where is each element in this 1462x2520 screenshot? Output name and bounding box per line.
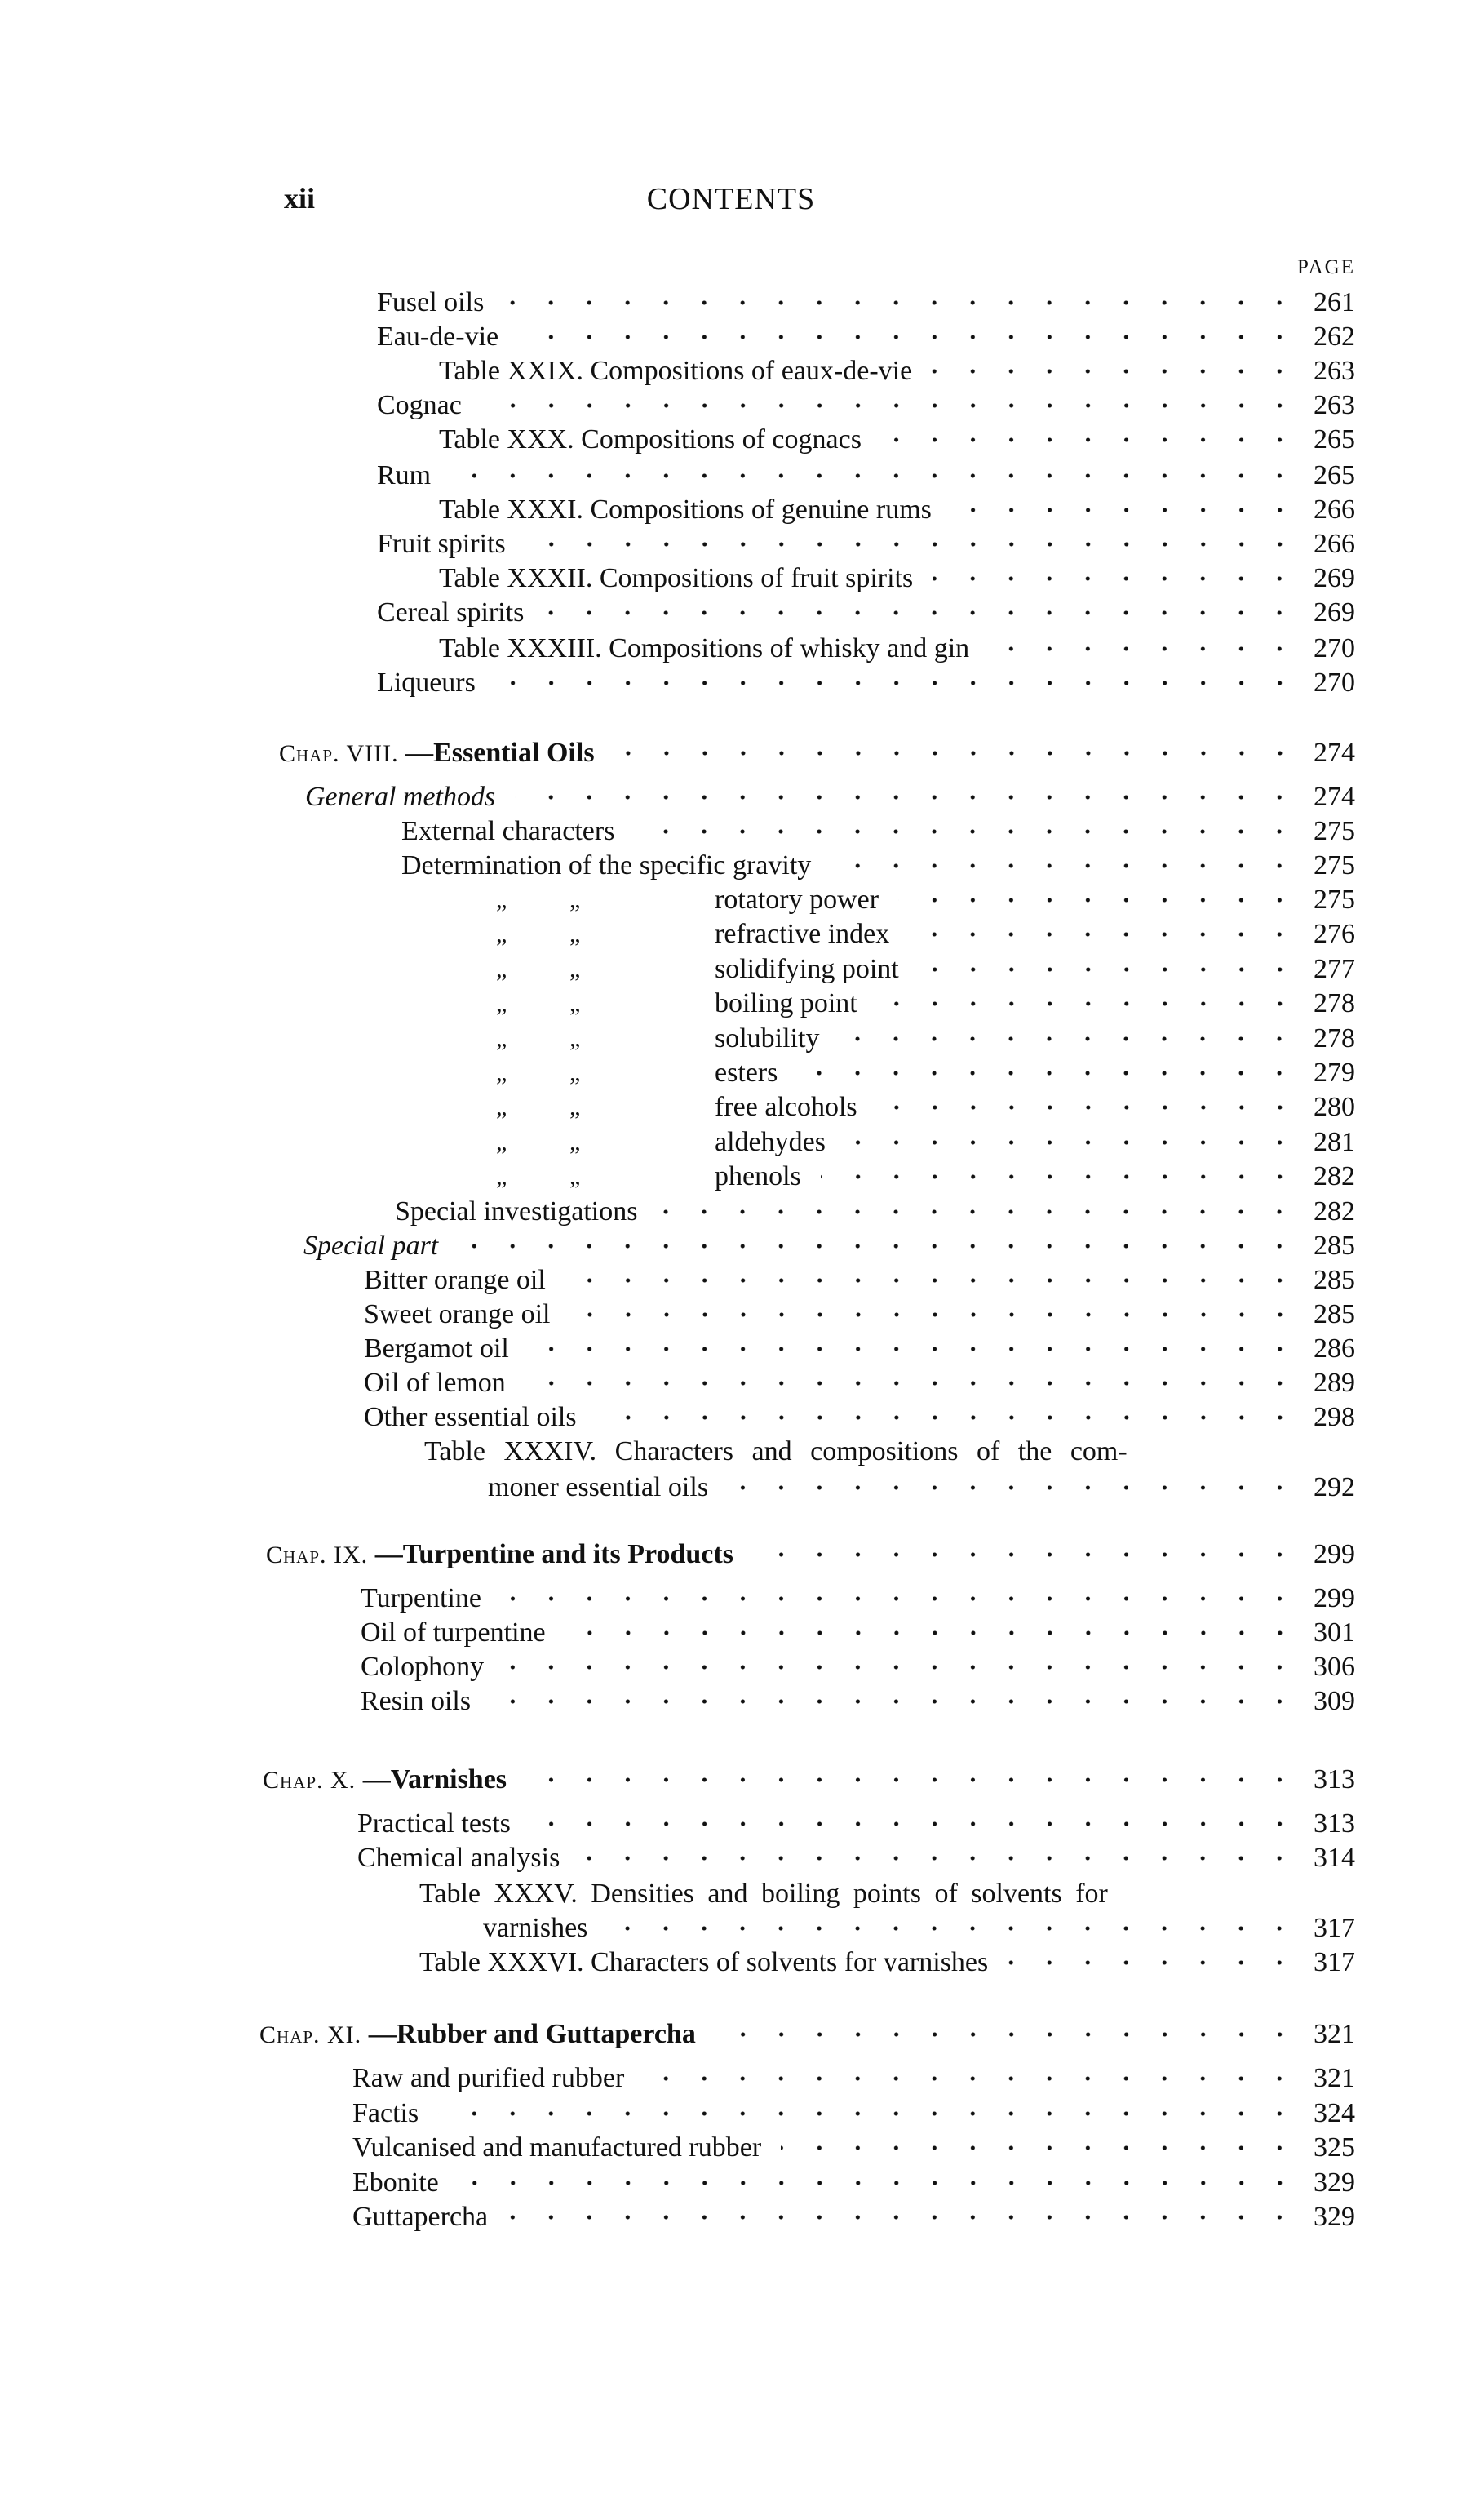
toc-entry-text: Turpentine xyxy=(361,1583,481,1613)
page-title: CONTENTS xyxy=(646,182,816,216)
toc-page-number: 313 xyxy=(1314,1764,1355,1795)
toc-entry-text: Table XXXI. Compositions of genuine rums xyxy=(439,495,932,525)
chapter-label: Chap. X. xyxy=(263,1767,357,1794)
toc-page-number: 314 xyxy=(1314,1843,1355,1873)
ditto-mark: „ xyxy=(496,990,507,1018)
toc-entry xyxy=(401,814,1371,849)
toc-entry xyxy=(377,320,1371,354)
toc-page-number: 324 xyxy=(1314,2097,1355,2128)
dot-leader xyxy=(989,632,1299,666)
dot-leader xyxy=(570,1298,1300,1332)
toc-page-number: 309 xyxy=(1314,1686,1355,1716)
toc-entry xyxy=(439,561,1371,596)
dot-leader xyxy=(565,1263,1299,1298)
toc-entry xyxy=(496,1090,1371,1125)
dot-leader xyxy=(503,286,1299,320)
toc-page-number: 278 xyxy=(1314,1023,1355,1054)
chapter-title: —Turpentine and its Products xyxy=(374,1539,733,1569)
toc-page-number: 298 xyxy=(1314,1402,1355,1432)
toc-entry-text: solidifying point xyxy=(715,953,899,984)
toc-page-number: 299 xyxy=(1314,1539,1355,1569)
ditto-mark: „ xyxy=(496,886,507,913)
toc-page-number: 261 xyxy=(1314,287,1355,317)
dot-leader xyxy=(525,527,1299,561)
toc-entry-text: Resin oils xyxy=(361,1686,472,1716)
toc-page-number: 329 xyxy=(1314,2167,1355,2198)
toc-entry xyxy=(377,527,1371,561)
toc-entry xyxy=(352,2131,1371,2165)
toc-entry xyxy=(496,1056,1371,1090)
dot-leader xyxy=(877,1090,1299,1125)
toc-entry xyxy=(439,423,1371,457)
toc-entry xyxy=(496,952,1371,987)
toc-entry-text: refractive index xyxy=(715,919,890,950)
toc-page-number: 325 xyxy=(1314,2132,1355,2163)
chapter-heading xyxy=(266,1537,1371,1572)
toc-page-number: 321 xyxy=(1314,2063,1355,2093)
toc-entry xyxy=(361,1582,1371,1616)
toc-page-number: 269 xyxy=(1314,563,1355,593)
toc-entry-text: Table XXXII. Compositions of fruit spirits xyxy=(439,563,914,593)
toc-entry-text: Factis xyxy=(352,2097,419,2128)
toc-entry xyxy=(364,1263,1371,1298)
toc-entry-text: Special part xyxy=(303,1231,439,1261)
ditto-mark: „ xyxy=(569,1094,581,1121)
toc-entry-text: Practical tests xyxy=(357,1808,511,1839)
page-number: xii xyxy=(284,182,316,215)
toc-entry-text: Special investigations xyxy=(395,1196,638,1227)
dot-leader xyxy=(657,1195,1299,1229)
toc-page-number: 279 xyxy=(1314,1058,1355,1088)
toc-entry xyxy=(439,632,1371,666)
toc-page-number: 263 xyxy=(1314,356,1355,386)
toc-entry-text: phenols xyxy=(715,1161,801,1192)
toc-page-number: 292 xyxy=(1314,1472,1355,1502)
chapter-heading xyxy=(263,1763,1371,1797)
toc-page-number: 266 xyxy=(1314,495,1355,525)
dot-leader xyxy=(525,1366,1299,1400)
toc-entry-text: Table XXXV. Densities and boiling points of solvents for xyxy=(419,1879,1108,1909)
toc-entry-text: Raw and purified rubber xyxy=(352,2063,625,2093)
toc-subsection xyxy=(303,1229,1371,1263)
ditto-mark: „ xyxy=(569,1024,581,1052)
toc-page-number: 276 xyxy=(1314,919,1355,950)
page-column-label: PAGE xyxy=(1297,256,1355,278)
toc-page-number: 317 xyxy=(1314,1947,1355,1977)
toc-entry-text xyxy=(259,2017,696,2052)
toc-entry-text: Fruit spirits xyxy=(377,529,506,559)
dot-leader xyxy=(507,2200,1299,2234)
toc-page-number: 281 xyxy=(1314,1126,1355,1157)
ditto-mark: „ xyxy=(569,921,581,948)
dot-leader xyxy=(715,2017,1299,2052)
toc-page-number: 286 xyxy=(1314,1333,1355,1364)
toc-entry xyxy=(364,1298,1371,1332)
toc-entry-text: Table XXXVI. Characters of solvents for varnishes xyxy=(419,1947,989,1977)
chapter-label: Chap. XI. xyxy=(259,2021,362,2048)
toc-entry-text: Cognac xyxy=(377,390,462,420)
dot-leader xyxy=(438,2096,1299,2131)
dot-leader xyxy=(932,354,1299,388)
toc-entry-continued xyxy=(483,1911,1371,1945)
toc-entry-text: boiling point xyxy=(715,988,857,1019)
toc-entry-text: Cereal spirits xyxy=(377,597,525,628)
toc-entry xyxy=(352,2200,1371,2234)
toc-entry xyxy=(496,883,1371,917)
toc-page-number: 285 xyxy=(1314,1231,1355,1261)
toc-entry-text: rotatory power xyxy=(715,885,879,915)
dot-leader xyxy=(933,561,1299,596)
toc-entry-text: Table XXX. Compositions of cognacs xyxy=(439,424,862,455)
toc-entry xyxy=(496,917,1371,952)
toc-entry-text: moner essential oils xyxy=(488,1472,709,1502)
dot-leader xyxy=(515,780,1299,814)
toc-page-number: 265 xyxy=(1314,424,1355,455)
dot-leader xyxy=(644,2061,1299,2096)
toc-entry xyxy=(364,1366,1371,1400)
ditto-mark: „ xyxy=(569,955,581,983)
toc-page-number: 266 xyxy=(1314,529,1355,559)
dot-leader xyxy=(797,1056,1299,1090)
chapter-label: Chap. IX. xyxy=(266,1542,369,1568)
dot-leader xyxy=(579,1841,1299,1875)
toc-page-number: 301 xyxy=(1314,1617,1355,1648)
toc-entry-text: Oil of turpentine xyxy=(361,1617,546,1648)
dot-leader xyxy=(529,1332,1299,1366)
toc-page-number: 274 xyxy=(1314,782,1355,812)
toc-page-number: 313 xyxy=(1314,1808,1355,1839)
toc-entry-text: Colophony xyxy=(361,1652,485,1682)
dot-leader xyxy=(543,596,1299,630)
toc-entry xyxy=(439,493,1371,527)
toc-entry xyxy=(377,286,1371,320)
dot-leader xyxy=(753,1537,1299,1572)
toc-entry xyxy=(439,354,1371,388)
toc-page-number: 269 xyxy=(1314,597,1355,628)
toc-entry xyxy=(377,388,1371,423)
dot-leader xyxy=(1008,1945,1299,1980)
toc-entry xyxy=(364,1332,1371,1366)
toc-page-number: 275 xyxy=(1314,885,1355,915)
dot-leader xyxy=(450,459,1299,493)
toc-entry-text: Eau-de-vie xyxy=(377,322,499,352)
toc-entry-text: General methods xyxy=(305,782,496,812)
dot-leader xyxy=(919,952,1299,987)
ditto-mark: „ xyxy=(496,1059,507,1086)
toc-entry xyxy=(401,849,1371,883)
toc-page-number: 277 xyxy=(1314,953,1355,984)
ditto-mark: „ xyxy=(496,1094,507,1121)
toc-entry-text: free alcohols xyxy=(715,1092,857,1123)
dot-leader xyxy=(728,1471,1299,1505)
dot-leader xyxy=(781,2131,1299,2165)
chapter-heading xyxy=(279,736,1371,770)
toc-entry-text: Determination of the specific gravity xyxy=(401,850,812,881)
toc-entry xyxy=(419,1945,1371,1980)
ditto-mark: „ xyxy=(569,1059,581,1086)
ditto-mark: „ xyxy=(569,886,581,913)
toc-page-number: 285 xyxy=(1314,1265,1355,1295)
toc-page-number: 285 xyxy=(1314,1299,1355,1329)
chapter-title: —Varnishes xyxy=(362,1764,507,1795)
toc-entry-text: Ebonite xyxy=(352,2167,439,2198)
toc-page-number: 289 xyxy=(1314,1368,1355,1398)
toc-entry-text: Table XXXIII. Compositions of whisky and gin xyxy=(439,633,970,663)
dot-leader xyxy=(845,1125,1299,1160)
toc-page-number: 306 xyxy=(1314,1652,1355,1682)
toc-entry xyxy=(364,1400,1371,1435)
toc-entry-text: Sweet orange oil xyxy=(364,1299,551,1329)
dot-leader xyxy=(518,320,1299,354)
toc-entry-text xyxy=(266,1537,733,1573)
toc-page-number: 274 xyxy=(1314,738,1355,768)
toc-entry xyxy=(357,1841,1371,1875)
toc-entry-text: Fusel oils xyxy=(377,287,485,317)
toc-entry-text: solubility xyxy=(715,1023,820,1054)
toc-page-number: 282 xyxy=(1314,1196,1355,1227)
dot-leader xyxy=(495,666,1299,700)
toc-entry-text: Oil of lemon xyxy=(364,1368,506,1398)
toc-entry-text: Guttapercha xyxy=(352,2202,489,2232)
toc-entry xyxy=(377,596,1371,630)
toc-entry xyxy=(377,666,1371,700)
dot-leader xyxy=(490,1684,1299,1719)
dot-leader xyxy=(607,1911,1299,1945)
ditto-mark: „ xyxy=(569,1163,581,1191)
dot-leader xyxy=(530,1807,1299,1841)
toc-entry xyxy=(424,1435,1305,1469)
toc-entry-text: Table XXXIV. Characters and compositions of the com- xyxy=(424,1436,1128,1466)
toc-entry-text xyxy=(263,1763,507,1798)
toc-page-number: 263 xyxy=(1314,390,1355,420)
toc-entry-text: Liqueurs xyxy=(377,668,476,698)
dot-leader xyxy=(877,987,1299,1021)
toc-entry-text: varnishes xyxy=(483,1913,588,1943)
toc-entry-text: esters xyxy=(715,1058,778,1088)
ditto-mark: „ xyxy=(496,955,507,983)
toc-entry xyxy=(361,1650,1371,1684)
toc-entry-text: Other essential oils xyxy=(364,1402,577,1432)
toc-page-number: 329 xyxy=(1314,2202,1355,2232)
ditto-mark: „ xyxy=(496,1128,507,1156)
chapter-label: Chap. VIII. xyxy=(279,740,399,767)
toc-entry xyxy=(419,1877,1309,1911)
toc-page-number: 275 xyxy=(1314,850,1355,881)
ditto-mark: „ xyxy=(569,1128,581,1156)
toc-page-number: 262 xyxy=(1314,322,1355,352)
toc-entry-continued xyxy=(488,1471,1371,1505)
dot-leader xyxy=(831,849,1299,883)
toc-entry xyxy=(496,1125,1371,1160)
dot-leader xyxy=(503,1650,1299,1684)
dot-leader xyxy=(501,1582,1299,1616)
dot-leader xyxy=(526,1763,1299,1797)
toc-entry xyxy=(357,1807,1371,1841)
dot-leader xyxy=(459,2166,1299,2200)
toc-entry xyxy=(352,2061,1371,2096)
ditto-mark: „ xyxy=(569,990,581,1018)
toc-page-number: 282 xyxy=(1314,1161,1355,1192)
dot-leader xyxy=(839,1022,1299,1056)
toc-entry-text xyxy=(279,736,595,771)
toc-entry xyxy=(395,1195,1371,1229)
toc-page-number: 278 xyxy=(1314,988,1355,1019)
ditto-mark: „ xyxy=(496,1024,507,1052)
toc-entry xyxy=(352,2166,1371,2200)
dot-leader xyxy=(951,493,1299,527)
toc-page-number: 280 xyxy=(1314,1092,1355,1123)
dot-leader xyxy=(614,736,1299,770)
dot-leader xyxy=(458,1229,1299,1263)
dot-leader xyxy=(596,1400,1299,1435)
dot-leader xyxy=(909,917,1299,952)
chapter-heading xyxy=(259,2017,1371,2052)
dot-leader xyxy=(898,883,1299,917)
toc-entry-text: Bitter orange oil xyxy=(364,1265,546,1295)
toc-entry xyxy=(377,459,1371,493)
toc-entry-text: External characters xyxy=(401,816,615,846)
toc-entry-text: Bergamot oil xyxy=(364,1333,509,1364)
toc-entry xyxy=(496,1022,1371,1056)
dot-leader xyxy=(821,1160,1299,1194)
toc-entry-text: aldehydes xyxy=(715,1126,826,1157)
toc-page-number: 275 xyxy=(1314,816,1355,846)
toc-page-number: 270 xyxy=(1314,633,1355,663)
chapter-title: —Essential Oils xyxy=(405,738,595,768)
toc-page-number: 321 xyxy=(1314,2019,1355,2049)
toc-subsection xyxy=(305,780,1371,814)
dot-leader xyxy=(881,423,1299,457)
toc-entry xyxy=(361,1684,1371,1719)
toc-entry-text: Table XXIX. Compositions of eaux-de-vie xyxy=(439,356,913,386)
toc-entry xyxy=(496,1160,1371,1194)
toc-page-number: 270 xyxy=(1314,668,1355,698)
toc-entry-text: Chemical analysis xyxy=(357,1843,560,1873)
toc-entry xyxy=(496,987,1371,1021)
toc-page-number: 265 xyxy=(1314,460,1355,490)
ditto-mark: „ xyxy=(496,1163,507,1191)
chapter-title: —Rubber and Guttapercha xyxy=(368,2019,696,2049)
toc-entry xyxy=(352,2096,1371,2131)
ditto-mark: „ xyxy=(496,921,507,948)
dot-leader xyxy=(634,814,1299,849)
dot-leader xyxy=(565,1616,1299,1650)
toc-entry-text: Vulcanised and manufactured rubber xyxy=(352,2132,762,2163)
toc-entry xyxy=(361,1616,1371,1650)
dot-leader xyxy=(481,388,1299,423)
toc-page-number: 299 xyxy=(1314,1583,1355,1613)
toc-page-number: 317 xyxy=(1314,1913,1355,1943)
toc-entry-text: Rum xyxy=(377,460,432,490)
